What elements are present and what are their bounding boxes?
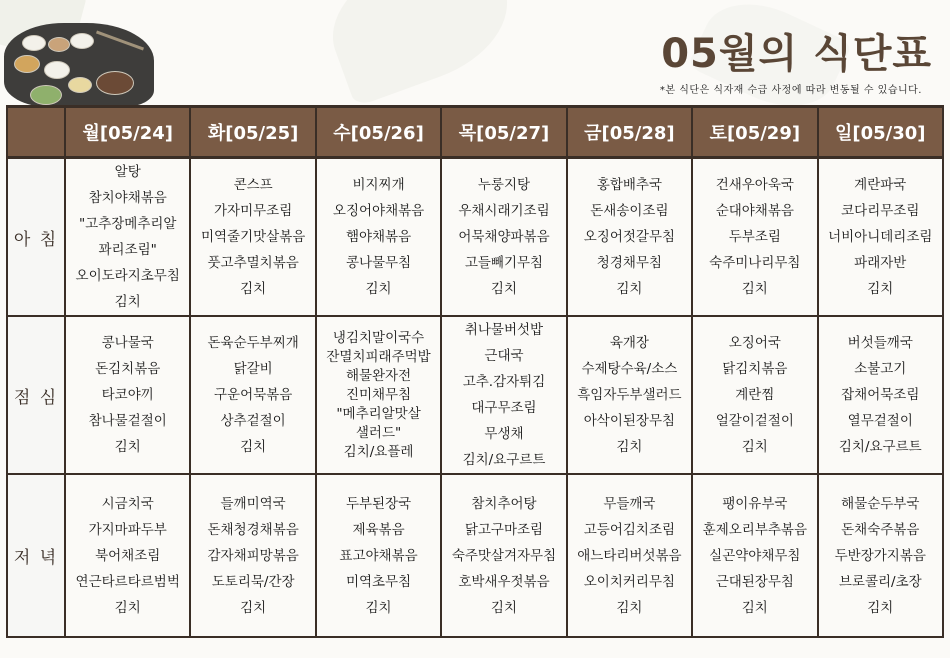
menu-item: 두반장가지볶음 [834, 547, 926, 564]
menu-item: 근대된장무침 [715, 573, 794, 590]
menu-item: 샐러드" [355, 424, 402, 441]
menu-item: 김치/요구르트 [462, 452, 546, 468]
menu-item: 아삭이된장무침 [583, 413, 676, 429]
meal-label: 점 심 [7, 316, 65, 474]
menu-item: 북어채조림 [95, 547, 161, 564]
day-header: 토[05/29] [692, 107, 817, 158]
menu-item: 고등어김치조림 [583, 521, 676, 538]
menu-cell [818, 158, 943, 317]
menu-item: "고추장메추리알 [78, 216, 177, 232]
menu-cell [190, 158, 315, 317]
menu-item: 김치 [867, 281, 894, 297]
menu-item: 김치 [741, 439, 768, 455]
menu-item: 오이치커리무침 [583, 573, 676, 590]
day-header: 화[05/25] [190, 107, 315, 158]
menu-item: 브로콜리/초장 [838, 573, 922, 590]
meal-label: 저 녁 [7, 474, 65, 637]
menu-item: 숙주미나리무침 [709, 255, 801, 271]
menu-item: 오징어야채볶음 [332, 203, 425, 219]
menu-cell [567, 474, 692, 637]
menu-item: 김치 [741, 599, 768, 616]
menu-cell [692, 316, 817, 474]
menu-item: 김치 [114, 294, 141, 310]
menu-cell [190, 316, 315, 474]
menu-item: 돈채숙주볶음 [841, 521, 920, 538]
menu-item: 파래자반 [854, 255, 907, 271]
menu-cell [441, 316, 566, 474]
menu-item: 청경채무침 [596, 255, 662, 271]
menu-item: 누룽지탕 [477, 177, 531, 193]
menu-cell [65, 316, 190, 474]
menu-cell [818, 474, 943, 637]
menu-item: 제육볶음 [352, 521, 405, 538]
day-header: 금[05/28] [567, 107, 692, 158]
menu-item: 김치/요구르트 [838, 439, 922, 455]
day-header-row [7, 107, 943, 158]
menu-item: 근대국 [484, 348, 524, 364]
menu-item: 수제탕수육/소스 [581, 361, 678, 377]
menu-item: 육개장 [609, 335, 649, 351]
page-title: 05월의 식단표 [661, 31, 932, 77]
menu-item: 김치 [240, 281, 267, 297]
menu-cell [818, 316, 943, 474]
menu-item: 우채시래기조림 [458, 203, 550, 219]
menu-item: "메추리알맛살 [336, 405, 421, 422]
menu-item: 열무겉절이 [847, 413, 913, 429]
menu-item: 참나물겉절이 [88, 413, 167, 429]
menu-item: 알탕 [114, 164, 141, 180]
menu-cell [441, 158, 566, 317]
menu-item: 무들깨국 [603, 495, 656, 512]
menu-item: 계란파국 [854, 177, 907, 193]
menu-item: 도토리묵/간장 [211, 573, 295, 590]
menu-item: 오이도라지초무침 [75, 268, 180, 284]
menu-item: 돈채청경채볶음 [207, 521, 299, 538]
menu-item: 콩나물무침 [345, 255, 412, 271]
menu-item: 돈육순두부찌개 [207, 335, 299, 351]
menu-cell [692, 158, 817, 317]
menu-item: 김치 [616, 281, 643, 297]
menu-item: 고들빼기무침 [464, 255, 544, 271]
menu-item: 표고야채볶음 [339, 547, 418, 564]
menu-cell [441, 474, 566, 637]
menu-item: 콘스프 [233, 177, 273, 193]
menu-cell [65, 158, 190, 317]
meal-label: 아 침 [7, 158, 65, 317]
menu-item: 버섯들깨국 [847, 335, 913, 351]
menu-item: 애느타리버섯볶음 [577, 547, 682, 564]
menu-item: 호박새우젓볶음 [458, 573, 550, 590]
menu-item: 참치야채볶음 [88, 190, 167, 206]
menu-item: 코다리무조림 [841, 203, 920, 219]
menu-cell [316, 158, 441, 317]
menu-cell [316, 474, 441, 637]
menu-item: 두부조림 [728, 229, 781, 245]
menu-item: 닭김치볶음 [722, 361, 788, 377]
menu-item: 시금치국 [101, 495, 154, 512]
menu-item: 너비아니데리조림 [828, 229, 933, 245]
menu-cell [692, 474, 817, 637]
menu-item: 구운어묵볶음 [214, 387, 293, 403]
menu-item: 계란찜 [735, 387, 775, 403]
menu-item: 김치/요플레 [343, 443, 414, 460]
menu-item: 고추.감자튀김 [462, 374, 546, 390]
menu-item: 실곤약야채무침 [709, 547, 801, 564]
menu-item: 취나물버섯밥 [464, 322, 544, 338]
corner-cell [7, 107, 65, 158]
menu-item: 상추겉절이 [220, 413, 286, 429]
menu-item: 흑임자두부샐러드 [577, 387, 682, 403]
menu-cell [190, 474, 315, 637]
menu-item: 김치 [616, 599, 643, 616]
day-header: 일[05/30] [818, 107, 943, 158]
menu-item: 얼갈이겉절이 [715, 413, 794, 429]
change-notice: *본 식단은 식자재 수급 사정에 따라 변동될 수 있습니다. [659, 85, 922, 96]
menu-item: 콩나물국 [101, 335, 154, 351]
menu-item: 건새우아욱국 [715, 177, 794, 193]
menu-item: 순대야채볶음 [715, 203, 794, 219]
menu-cell [65, 474, 190, 637]
menu-item: 김치 [490, 281, 518, 297]
menu-item: 대구무조림 [471, 400, 537, 416]
menu-item: 홍합배추국 [596, 177, 662, 193]
menu-item: 잡채어묵조림 [841, 387, 920, 403]
menu-item: 풋고추멸치볶음 [207, 255, 299, 271]
lunch-row [7, 316, 943, 474]
menu-item: 김치 [240, 439, 267, 455]
menu-item: 김치 [365, 281, 392, 297]
menu-item: 해물완자전 [345, 367, 412, 384]
menu-item: 꽈리조림" [98, 242, 157, 258]
menu-item: 들깨미역국 [220, 495, 286, 512]
menu-item: 오징어국 [728, 335, 781, 351]
menu-item: 김치 [616, 439, 643, 455]
menu-cell [316, 316, 441, 474]
dinner-row [7, 474, 943, 637]
menu-item: 미역초무침 [345, 573, 412, 590]
menu-item: 닭고구마조림 [464, 521, 544, 538]
menu-item: 참치추어탕 [471, 495, 537, 512]
menu-item: 비지찌개 [352, 177, 405, 193]
background-leaf [315, 0, 525, 107]
breakfast-row [7, 158, 943, 317]
menu-item: 숙주맛살겨자무침 [451, 547, 557, 564]
menu-item: 김치 [365, 599, 392, 616]
menu-item: 햄야채볶음 [345, 229, 412, 245]
menu-item: 가지마파두부 [88, 521, 167, 538]
menu-item: 미역줄기맛살볶음 [200, 229, 306, 245]
menu-item: 가자미무조림 [214, 203, 293, 219]
day-header: 월[05/24] [65, 107, 190, 158]
menu-item: 진미채무침 [345, 386, 412, 403]
menu-item: 연근타르타르범벅 [75, 573, 180, 590]
day-header: 수[05/26] [316, 107, 441, 158]
menu-item: 김치 [490, 599, 518, 616]
menu-cell [567, 316, 692, 474]
meal-table [6, 105, 944, 638]
menu-item: 무생채 [484, 426, 524, 442]
menu-item: 김치 [240, 599, 267, 616]
menu-item: 감자채피망볶음 [207, 547, 299, 564]
menu-item: 돈새송이조림 [590, 203, 669, 219]
menu-item: 잔멸치피래주먹밥 [326, 348, 431, 365]
menu-item: 어묵채양파볶음 [458, 229, 550, 245]
menu-item: 김치 [741, 281, 768, 297]
menu-item: 김치 [114, 439, 141, 455]
menu-item: 오징어젓갈무침 [583, 229, 676, 245]
menu-item: 돈김치볶음 [95, 361, 161, 377]
menu-item: 타코야끼 [101, 387, 154, 403]
menu-item: 훈제오리부추볶음 [702, 521, 807, 538]
menu-item: 김치 [114, 599, 141, 616]
menu-item: 해물순두부국 [841, 495, 920, 512]
menu-cell [567, 158, 692, 317]
menu-item: 김치 [867, 599, 894, 616]
menu-item: 두부된장국 [345, 495, 412, 512]
food-platter-image [0, 15, 160, 110]
menu-item: 냉김치말이국수 [332, 329, 425, 346]
menu-item: 닭갈비 [233, 361, 273, 377]
menu-item: 팽이유부국 [722, 495, 788, 512]
menu-item: 소불고기 [854, 361, 907, 377]
day-header: 목[05/27] [441, 107, 566, 158]
